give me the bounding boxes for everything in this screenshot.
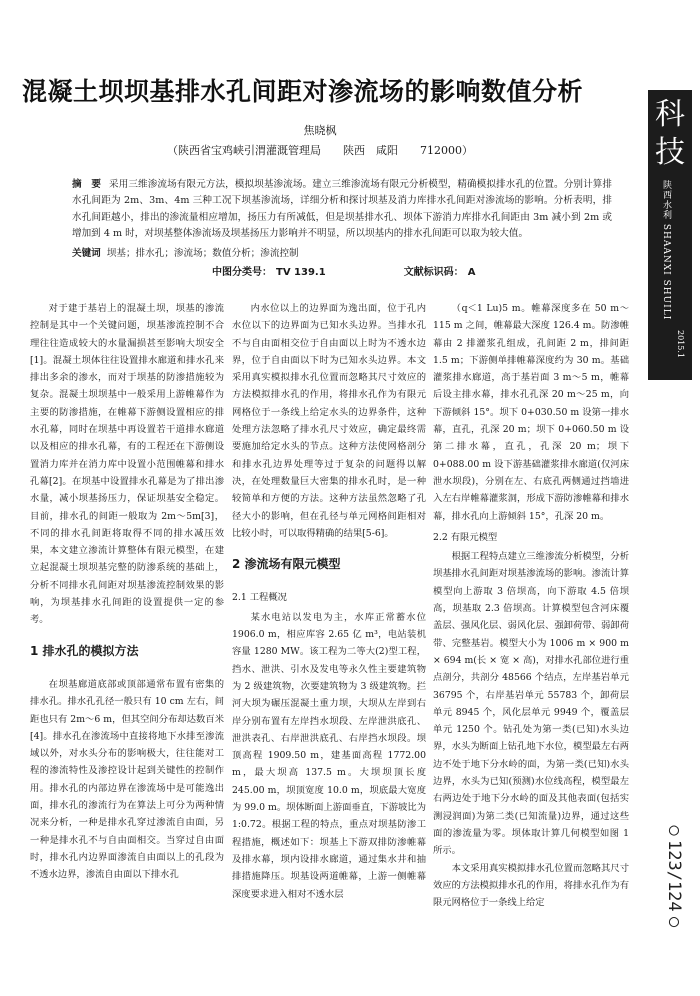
page-number: ○123/124○ (664, 820, 684, 932)
subsection-heading: 2.1 工程概况 (232, 592, 287, 604)
keywords-label: 关键词 (72, 248, 101, 259)
section-heading: 2 渗流场有限元模型 (232, 557, 341, 572)
abstract (72, 177, 612, 243)
body-column-3 (433, 300, 629, 911)
paragraph: 根据工程特点建立三维渗流分析模型，分析坝基排水孔间距对坝基渗流场的影响。渗流计算模型向上游取 3 倍坝高，向下游取 4.5 倍坝高，坝基取 2.3 倍坝高。计算模型包含河床覆盖层、强风化层、弱风化层、强卸荷带、弱卸荷带、完整基岩。模型大小为 1006 m × 900 m × 694 m(长 × 宽 × 高)，对排水孔部位进行重点剖分，共剖分 48566 个结点，左岸基岩单元 36795 个，右岸基岩单元 55783 个，卸荷层单元 8945 个，风化层单元 9949 个，覆盖层单元 1250 个。钻孔处为第一类(已知)水头边界，水头为断面上钻孔地下水位，模型最左右两边不处于地下分水岭的面，为第一类(已知)水头边界，水头为已知(预测)水位线高程，模型最左右两边处于地下分水岭的面及其他表面(包括实测浸润面)为第二类(已知流量)边界，通过这些面的渗流量为零。坝体取计算几何模型如图 1 所示。 (433, 551, 629, 857)
sidebar-section-label: 科技 (655, 97, 685, 170)
body-column-2 (232, 300, 426, 903)
clc-value: TV 139.1 (276, 267, 326, 278)
sidebar-journal-name: 陕西水利 SHAANXI SHUILI (661, 180, 671, 321)
sidebar-issue: 2015.1 (676, 330, 685, 358)
clc-label: 中图分类号： (212, 267, 272, 278)
paragraph: 对于建于基岩上的混凝土坝，坝基的渗流控制是其中一个关键问题，坝基渗流控制不合理往往造成较大的水量漏损甚至影响大坝安全[1]。混凝土坝体往往设置排水廊道和排水孔来排出多余的渗水，而对于坝基的防渗措施较为复杂。混凝土坝坝基中一般采用上游帷幕作为主要的防渗措施，在帷幕下游侧设置相应的排水孔幕，同时在坝基中再设置若干道排水廊道以及相应的排水孔幕，有的工程还在下游侧设置消力库并在消力库中设置小范围帷幕和排水孔幕[2]。在坝基中设置排水孔幕是为了排出渗水量，减小坝基扬压力，保证坝基安全稳定。目前，排水孔的间距一般取为 2m～5m[3]，不同的排水孔间距将取得不同的排水减压效果，本文建立渗流计算整体有限元模型，在建立起混凝土坝坝基完整的防渗系统的基础上，分析不同排水孔间距对坝基渗流控制效果的影响，为坝基排水孔间距的设置提供一定的参考。 (30, 303, 224, 626)
paragraph: （q＜1 Lu)5 m。帷幕深度多在 50 m～115 m 之间，帷幕最大深度 126.4 m。防渗帷幕由 2 排灌浆孔组成，孔间距 2 m，排间距 1.5 m；下游侧单排帷幕深度约为 30 m。基础灌浆排水廊道，高于基岩面 3 m～5 m，帷幕后设主排水幕，排水孔孔深 20 m～25 m，向下游倾斜 15°。坝下 0+030.50 m 设第一排水幕，直孔，孔深 20 m；坝下 0+060.50 m 设第二排水幕，直孔，孔深 20 m；坝下 0+088.00 m 设下游基础灌浆排水廊道(仅河床泄水坝段)，分别在左、右底孔两侧通过挡墙进入左右岸帷幕灌浆洞，形成下游防渗帷幕和排水幕，排水孔向上游倾斜 15°，孔深 20 m。 (433, 303, 629, 522)
subsection-heading: 2.2 有限元模型 (433, 531, 498, 543)
author-name: 焦晓枫 (303, 124, 337, 137)
doc-code-value: A (467, 267, 476, 278)
classification-line (212, 263, 479, 278)
section-sidebar-tab (648, 90, 692, 380)
author-affiliation: （陕西省宝鸡峡引渭灌溉管理局 陕西 咸阳 712000） (167, 144, 473, 157)
paragraph: 某水电站以发电为主，水库正常蓄水位 1906.0 m，相应库容 2.65 亿 m³，电站装机容量 1280 MW。该工程为二等大(2)型工程，挡水、泄洪、引水及发电等永久性主要建筑物为 2 级建筑物，次要建筑物为 3 级建筑物。拦河大坝为碾压混凝土重力坝，大坝从左岸到右岸分别布置有左岸挡水坝段、左岸泄洪底孔、泄洪表孔、右岸泄洪底孔、右岸挡水坝段。坝顶高程 1909.50 m，建基面高程 1772.00 m，最大坝高 137.5 m。大坝坝顶长度 245.00 m，坝顶宽度 10.0 m，坝底最大宽度为 99.0 m。坝体断面上游面垂直，下游坡比为 1:0.72。根据工程的特点，重点对坝基防渗工程措施，概述如下：坝基上下游双排防渗帷幕及排水幕，坝内设排水廊道，通过集水井和抽排措施降压。坝基设两道帷幕，上游一侧帷幕深度要求进入相对不透水层 (232, 611, 426, 900)
keywords-text: 坝基；排水孔；渗流场；数值分析；渗流控制 (106, 248, 299, 259)
abstract-text: 采用三维渗流场有限元方法，模拟坝基渗流场。建立三维渗流场有限元分析模型，精确模拟排水孔的位置。分别计算排水孔间距为 2m、3m、4m 三种工况下坝基渗流场，详细分析和探讨坝基及消力库排水孔间距对渗流场的影响。分析表明，排水孔间距越小，排出的渗流量相应增加，扬压力有所减低，但是坝基排水孔、坝体下游消力库排水孔间距由 3m 减小到 2m 或增加到 4 m 时，对坝基整体渗流场及坝基扬压力影响并不明显，所以坝基内的排水孔间距可以取为较大值。 (72, 179, 613, 240)
paragraph: 在坝基廊道底部或顶部通常布置有密集的排水孔。排水孔孔径一般只有 10 cm 左右，间距也只有 2m～6 m，但其空间分布却达数百米[4]。排水孔在渗流场中直接将地下水排至渗流域以外，对水头分布的影响极大，往往能对工程的渗流特性及渗控设计起到关键性的控制作用。排水孔的内部边界在渗流场中是可能逸出面，排水孔的渗流行为在算法上可分为两种情况来分析，一种是排水孔穿过渗流自由面，另一种是排水孔不与自由面相交。当穿过自由面时，排水孔内边界面渗流自由面以上的孔段为不透水边界，渗流自由面以下排水孔 (30, 678, 224, 881)
abstract-label: 摘 要 (72, 179, 102, 190)
paragraph: 本文采用真实模拟排水孔位置而忽略其尺寸效应的方法模拟排水孔的作用，将排水孔作为有限元网格位于一条线上给定 (433, 862, 629, 909)
keywords (72, 245, 612, 259)
paragraph: 内水位以上的边界面为逸出面，位于孔内水位以下的边界面为已知水头边界。当排水孔不与自由面相交位于自由面以上时为不透水边界，位于自由面以下时为已知水头边界。本文采用真实模拟排水孔位置而忽略其尺寸效应的方法模拟排水孔的作用，将排水孔作为有限元网格位于一条线上给定水头的边界条件，这种处理方法忽略了排水孔尺寸效应，确定最终需要施加给定水头的节点。这种方法使网格剖分和排水孔边界处理等过于复杂的问题得以解决，在处理数量巨大密集的排水孔时，是一种较简单和方便的方法。这种方法虽然忽略了孔径大小的影响，但在孔径与单元网格间距相对比较小时，可以取得精确的结果[5-6]。 (232, 303, 426, 539)
section-heading: 1 排水孔的模拟方法 (30, 643, 139, 658)
article-title: 混凝土坝坝基排水孔间距对渗流场的影响数值分析 (22, 77, 584, 106)
doc-code-label: 文献标识码： (403, 267, 464, 278)
body-column-1 (30, 300, 224, 884)
